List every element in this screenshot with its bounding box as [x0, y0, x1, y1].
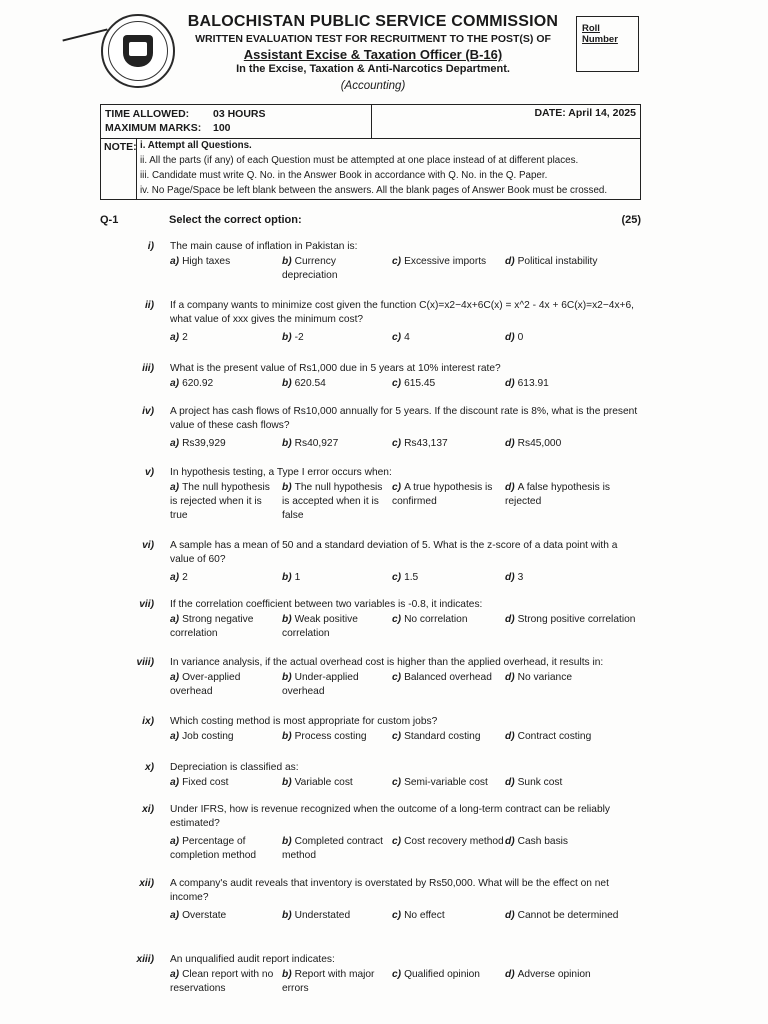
mcq-question-text: A sample has a mean of 50 and a standard deviation of 5. What is the z-score of a data point with a value of 60? [170, 540, 618, 566]
option-d [505, 671, 642, 685]
option-letter: a) [170, 332, 180, 343]
option-letter: a) [170, 731, 180, 742]
option-d [505, 437, 642, 451]
mcq-item-number: viii) [136, 657, 154, 668]
mcq-item-number: ix) [142, 716, 154, 727]
mcq-item-number: vii) [139, 599, 154, 610]
option-letter: b) [282, 836, 292, 847]
option-b [282, 613, 390, 641]
option-c [392, 909, 504, 923]
mcq-question-text: A company's audit reveals that inventory is overstated by Rs50,000. What will be the effect on net income? [170, 878, 609, 904]
option-letter: b) [282, 969, 292, 980]
option-text: 3 [517, 572, 524, 583]
option-letter: b) [282, 482, 292, 493]
option-letter: a) [170, 836, 180, 847]
option-a [170, 968, 280, 996]
mcq-question-text: Under IFRS, how is revenue recognized when the outcome of a long-term contract can be reliably estimated? [170, 804, 610, 830]
note-label: NOTE: [101, 139, 137, 199]
question-marks: (25) [621, 214, 641, 226]
roll-number-box [576, 16, 639, 72]
option-d [505, 571, 642, 585]
option-text: 1 [294, 572, 301, 583]
mcq-item-number: iv) [142, 406, 154, 417]
option-d [505, 730, 642, 744]
option-text: Over-applied overhead [170, 672, 241, 698]
option-text: Under-applied overhead [282, 672, 359, 698]
note-item: ii. All the parts (if any) of each Question must be attempted at one place instead of at different places. [140, 154, 579, 166]
option-text: The null hypothesis is accepted when it is false [282, 482, 383, 522]
mcq-question-text: If the correlation coefficient between two variables is -0.8, it indicates: [170, 599, 483, 610]
option-letter: c) [392, 614, 402, 625]
option-letter: b) [282, 438, 292, 449]
page-title: BALOCHISTAN PUBLIC SERVICE COMMISSION [187, 13, 559, 30]
option-text: Qualified opinion [404, 969, 480, 980]
paper-header [176, 12, 570, 93]
note-item: i. Attempt all Questions. [140, 140, 252, 151]
option-text: 1.5 [404, 572, 419, 583]
option-letter: d) [505, 378, 515, 389]
option-letter: b) [282, 731, 292, 742]
option-a [170, 571, 280, 585]
option-letter: b) [282, 672, 292, 683]
option-text: Balanced overhead [404, 672, 492, 683]
option-b [282, 968, 390, 996]
option-text: Rs43,137 [404, 438, 448, 449]
option-text: Cash basis [517, 836, 569, 847]
option-letter: b) [282, 378, 292, 389]
option-text: No correlation [404, 614, 468, 625]
option-text: A false hypothesis is rejected [505, 482, 610, 508]
question-instruction: Select the correct option: [169, 214, 302, 226]
option-a [170, 331, 280, 345]
option-text: Rs39,929 [182, 438, 226, 449]
option-text: Political instability [517, 256, 598, 267]
option-c [392, 437, 504, 451]
option-b [282, 255, 390, 283]
department-name: In the Excise, Taxation & Anti-Narcotics Department. [236, 63, 510, 76]
option-d [505, 331, 642, 345]
option-text: Job costing [182, 731, 234, 742]
option-d [505, 255, 642, 269]
option-text: Completed contract method [282, 836, 383, 862]
option-a [170, 835, 280, 863]
option-letter: d) [505, 836, 515, 847]
option-letter: d) [505, 256, 515, 267]
mcq-question-text: In hypothesis testing, a Type I error occurs when: [170, 467, 392, 478]
option-letter: c) [392, 482, 402, 493]
option-text: Rs45,000 [517, 438, 562, 449]
option-text: Process costing [294, 731, 367, 742]
option-b [282, 909, 390, 923]
option-letter: d) [505, 969, 515, 980]
option-letter: a) [170, 614, 180, 625]
subject-name: (Accounting) [340, 79, 406, 92]
option-letter: a) [170, 777, 180, 788]
option-text: Weak positive correlation [282, 614, 358, 640]
mcq-item-number: xi) [142, 804, 154, 815]
option-letter: d) [505, 910, 515, 921]
bpsc-seal-icon [101, 14, 175, 88]
roll-number-label: Roll Number [582, 23, 618, 45]
option-c [392, 481, 504, 509]
option-letter: d) [505, 572, 515, 583]
option-letter: d) [505, 482, 515, 493]
option-d [505, 377, 642, 391]
option-text: Fixed cost [182, 777, 229, 788]
mcq-question-text: Which costing method is most appropriate for custom jobs? [170, 716, 438, 727]
option-text: 620.54 [294, 378, 326, 389]
option-letter: c) [392, 438, 402, 449]
option-d [505, 481, 642, 509]
option-letter: c) [392, 332, 402, 343]
option-b [282, 437, 390, 451]
maximum-marks-value: 100 [213, 122, 231, 135]
option-a [170, 437, 280, 451]
option-text: A true hypothesis is confirmed [392, 482, 493, 508]
option-letter: a) [170, 910, 180, 921]
option-text: 613.91 [517, 378, 549, 389]
option-text: 2 [182, 332, 188, 343]
exam-info-table [100, 104, 641, 200]
mcq-item-number: iii) [142, 363, 154, 374]
exam-date: DATE: April 14, 2025 [534, 107, 636, 119]
option-letter: d) [505, 777, 515, 788]
option-text: Variable cost [294, 777, 353, 788]
option-text: No effect [404, 910, 445, 921]
option-c [392, 255, 504, 269]
mcq-item-number: x) [144, 762, 154, 773]
option-letter: a) [170, 672, 180, 683]
option-letter: a) [170, 256, 180, 267]
option-text: Contract costing [517, 731, 592, 742]
question-number: Q-1 [100, 214, 119, 226]
option-letter: d) [505, 438, 515, 449]
option-letter: c) [392, 378, 402, 389]
note-item: iii. Candidate must write Q. No. in the Answer Book in accordance with Q. No. in the Q. Paper. [140, 169, 548, 181]
mcq-question-text: What is the present value of Rs1,000 due in 5 years at 10% interest rate? [170, 363, 501, 374]
margin-pen-mark [62, 28, 107, 41]
option-b [282, 671, 390, 699]
option-letter: c) [392, 777, 402, 788]
option-b [282, 481, 390, 523]
option-letter: d) [505, 332, 515, 343]
option-text: Excessive imports [404, 256, 487, 267]
test-subtitle: WRITTEN EVALUATION TEST FOR RECRUITMENT TO THE POST(S) OF [195, 32, 551, 45]
option-text: Adverse opinion [517, 969, 591, 980]
time-allowed-label: TIME ALLOWED: [105, 108, 190, 120]
option-letter: d) [505, 731, 515, 742]
option-letter: c) [392, 969, 402, 980]
mcq-question-text: If a company wants to minimize cost given the function C(x)=x2−4x+6C(x) = x^2 - 4x + 6C(x)=x2−4x+6, what value of xxx gives the minimum cost? [170, 300, 634, 326]
mcq-question-text: Depreciation is classified as: [170, 762, 299, 773]
option-a [170, 255, 280, 269]
mcq-item-number: ii) [144, 300, 154, 311]
option-d [505, 835, 642, 849]
option-text: Overstate [182, 910, 227, 921]
option-letter: d) [505, 672, 515, 683]
option-text: 2 [182, 572, 188, 583]
option-text: Currency depreciation [282, 256, 338, 282]
option-a [170, 481, 280, 523]
maximum-marks-label: MAXIMUM MARKS: [105, 122, 202, 135]
mcq-question-text: An unqualified audit report indicates: [170, 954, 335, 965]
option-letter: a) [170, 969, 180, 980]
option-letter: b) [282, 910, 292, 921]
option-d [505, 909, 642, 923]
option-c [392, 776, 504, 790]
option-letter: b) [282, 256, 292, 267]
option-a [170, 671, 280, 699]
option-letter: a) [170, 438, 180, 449]
option-text: Strong positive correlation [517, 614, 636, 625]
time-allowed-value: 03 HOURS [213, 108, 266, 120]
option-letter: a) [170, 572, 180, 583]
option-letter: a) [170, 378, 180, 389]
mcq-item-number: xiii) [136, 954, 154, 965]
option-text: 620.92 [182, 378, 214, 389]
option-b [282, 776, 390, 790]
option-c [392, 613, 504, 627]
option-text: Standard costing [404, 731, 481, 742]
option-a [170, 377, 280, 391]
option-c [392, 331, 504, 345]
option-text: Understated [294, 910, 351, 921]
option-letter: b) [282, 572, 292, 583]
option-text: Rs40,927 [294, 438, 339, 449]
option-text: Clean report with no reservations [170, 969, 274, 995]
option-text: The null hypothesis is rejected when it is true [170, 482, 270, 522]
mcq-item-number: vi) [142, 540, 154, 551]
option-b [282, 571, 390, 585]
note-item: iv. No Page/Space be left blank between the answers. All the blank pages of Answer Book must be crossed. [140, 184, 608, 196]
post-name: Assistant Excise & Taxation Officer (B-16) [243, 47, 503, 63]
option-letter: b) [282, 614, 292, 625]
option-letter: c) [392, 572, 402, 583]
option-letter: b) [282, 777, 292, 788]
option-c [392, 730, 504, 744]
option-letter: c) [392, 256, 402, 267]
option-b [282, 730, 390, 744]
option-text: Percentage of completion method [170, 836, 257, 862]
option-a [170, 730, 280, 744]
mcq-question-text: A project has cash flows of Rs10,000 annually for 5 years. If the discount rate is 8%, what is the present value of these cash flows? [170, 406, 638, 432]
option-letter: a) [170, 482, 180, 493]
option-text: High taxes [182, 256, 231, 267]
option-b [282, 377, 390, 391]
note-list [137, 139, 640, 199]
option-text: 4 [404, 332, 410, 343]
option-text: Cost recovery method [404, 836, 504, 847]
option-a [170, 776, 280, 790]
option-letter: c) [392, 672, 402, 683]
option-d [505, 776, 642, 790]
option-text: Cannot be determined [517, 910, 619, 921]
option-b [282, 331, 390, 345]
option-text: Report with major errors [282, 969, 375, 995]
option-text: 0 [517, 332, 524, 343]
mcq-question-text: The main cause of inflation in Pakistan is: [170, 241, 358, 252]
option-d [505, 968, 642, 982]
option-letter: c) [392, 731, 402, 742]
option-d [505, 613, 642, 627]
option-text: Strong negative correlation [170, 614, 254, 640]
option-letter: b) [282, 332, 292, 343]
option-text: -2 [294, 332, 304, 343]
mcq-item-number: v) [144, 467, 154, 478]
mcq-item-number: i) [147, 241, 154, 252]
option-c [392, 671, 504, 685]
option-text: Sunk cost [517, 777, 563, 788]
mcq-question-text: In variance analysis, if the actual overhead cost is higher than the applied overhead, it results in: [170, 657, 604, 668]
option-text: 615.45 [404, 378, 436, 389]
option-a [170, 613, 280, 641]
mcq-item-number: xii) [139, 878, 154, 889]
option-b [282, 835, 390, 863]
option-text: Semi-variable cost [404, 777, 488, 788]
option-c [392, 571, 504, 585]
option-letter: c) [392, 910, 402, 921]
option-c [392, 377, 504, 391]
option-letter: c) [392, 836, 402, 847]
option-letter: d) [505, 614, 515, 625]
option-c [392, 835, 504, 849]
option-c [392, 968, 504, 982]
option-a [170, 909, 280, 923]
option-text: No variance [517, 672, 572, 683]
